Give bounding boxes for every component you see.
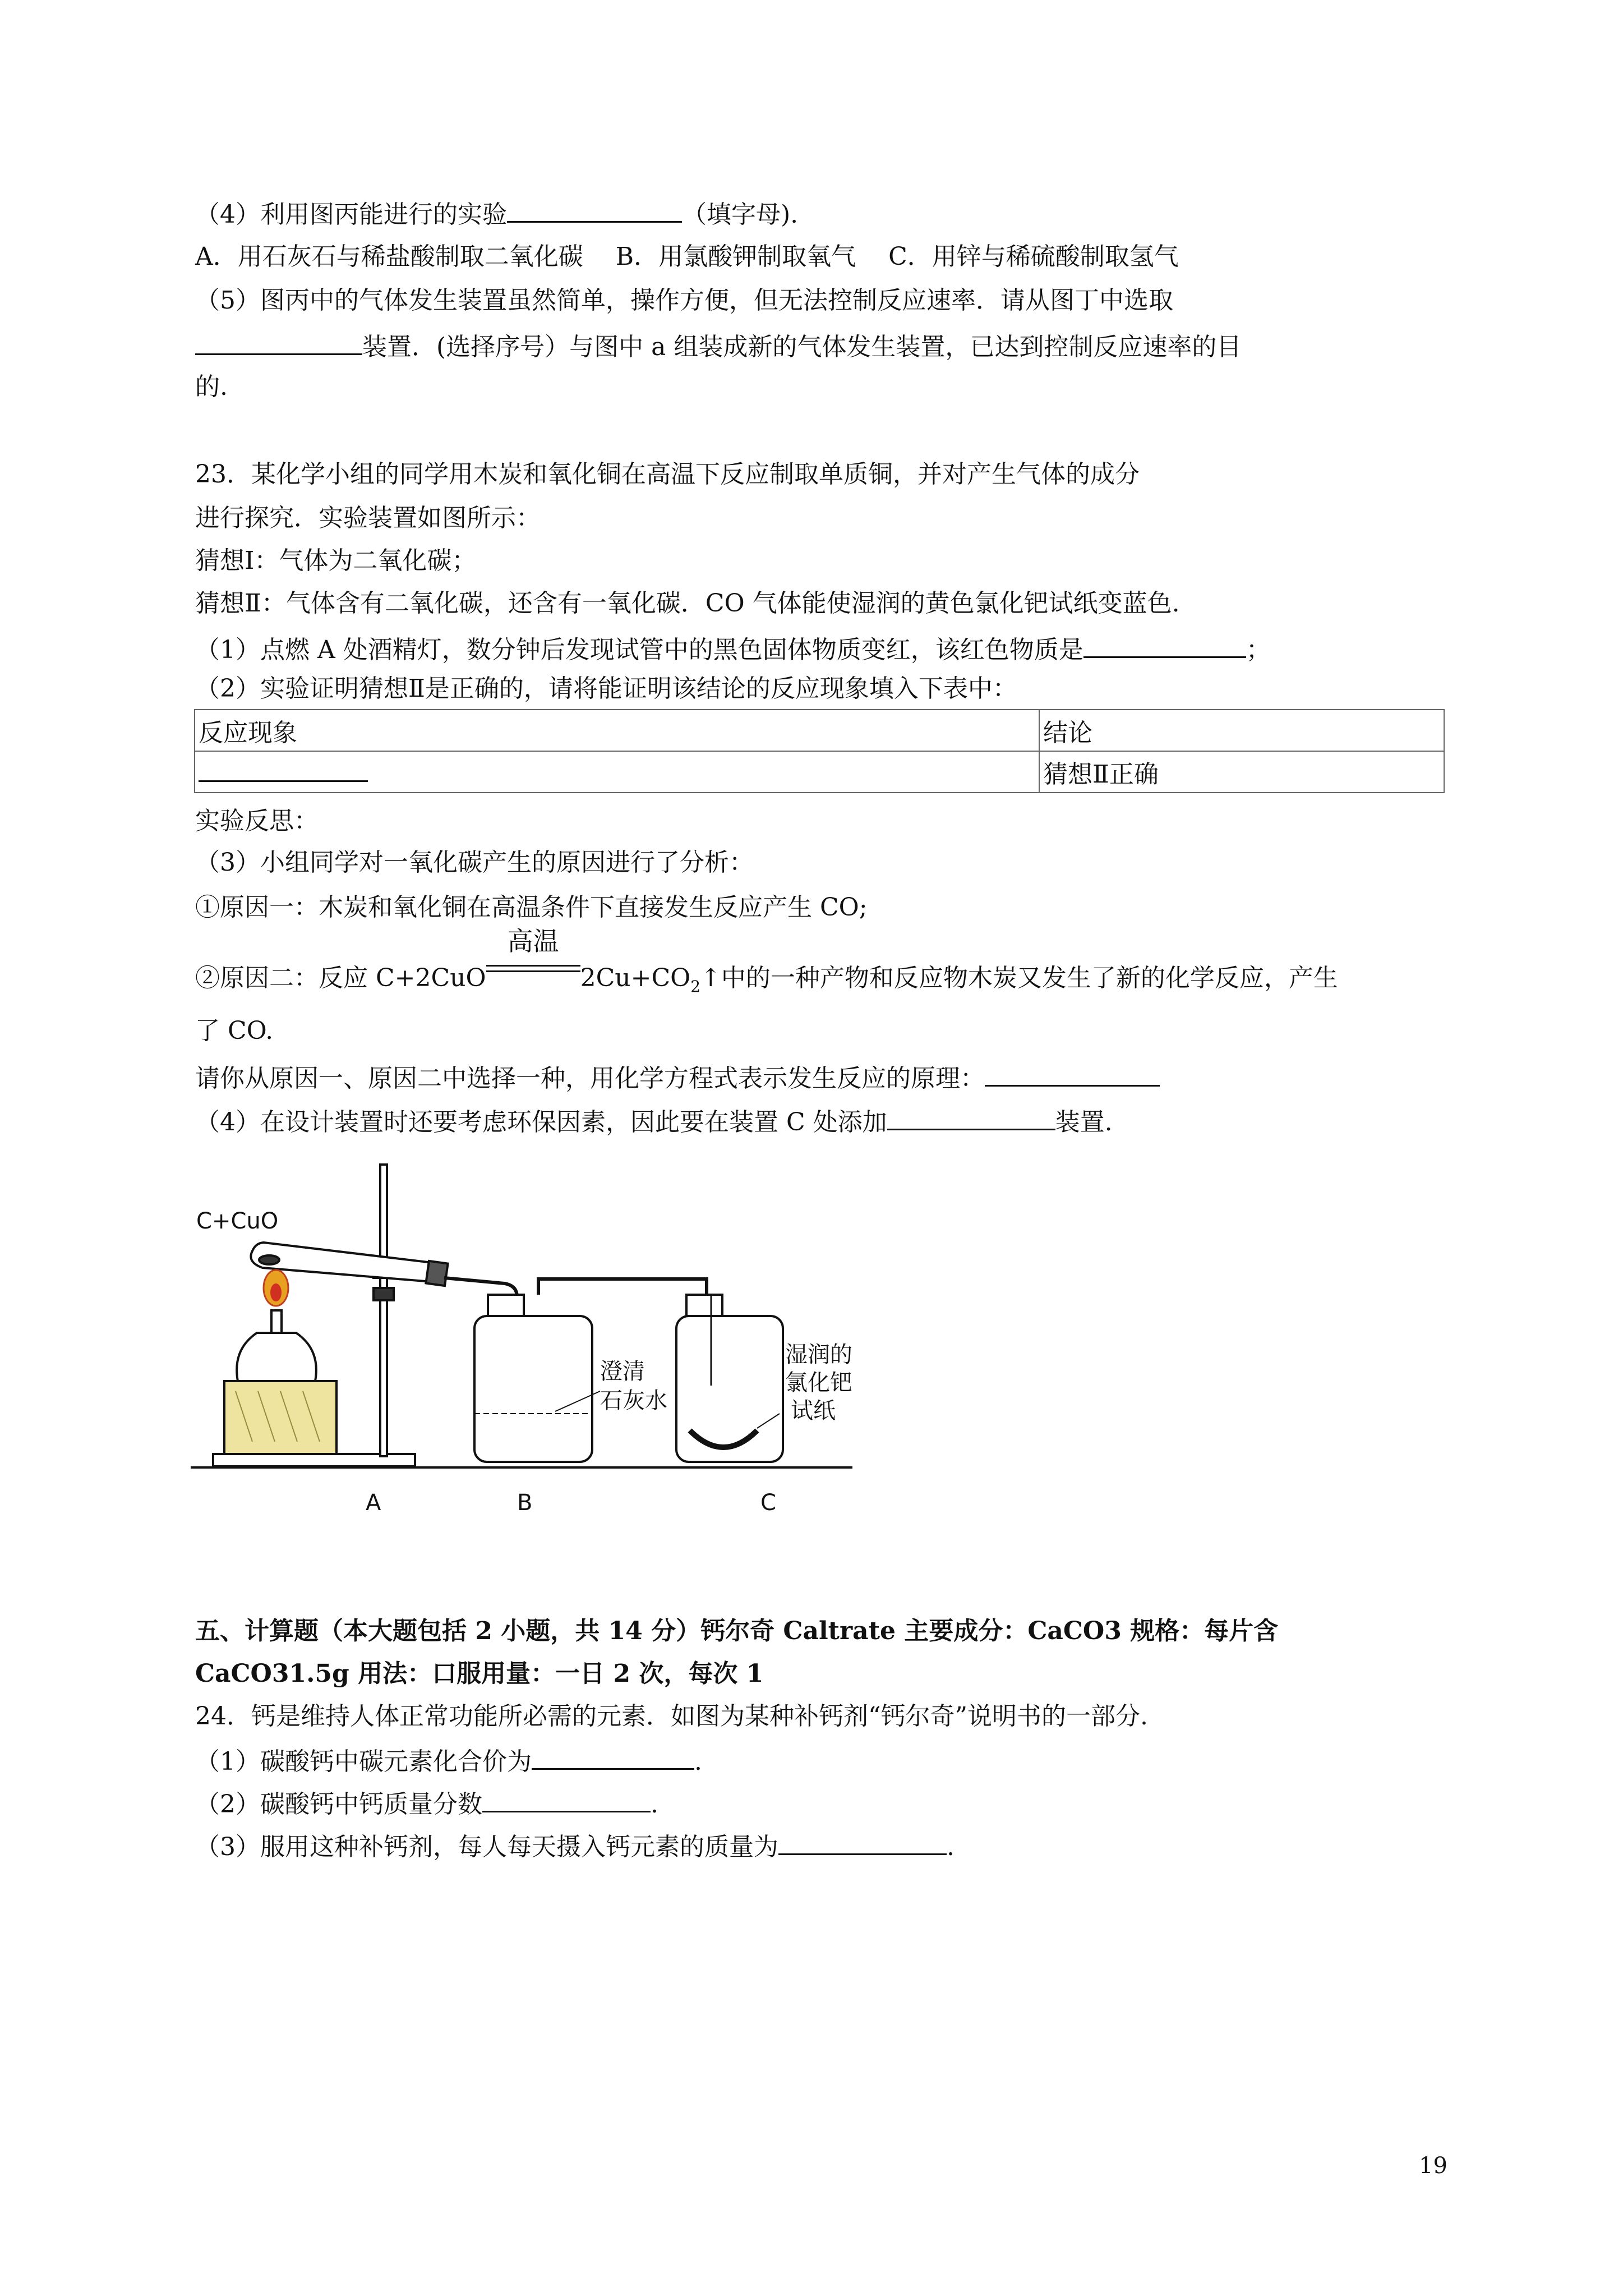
reaction-arrow: 高温 (486, 955, 580, 986)
paper-label-3: 试纸 (791, 1398, 836, 1424)
q23-intro-line1: 23．某化学小组的同学用木炭和氧化铜在高温下反应制取单质铜，并对产生气体的成分 (195, 460, 1140, 489)
apparatus-figure (191, 1150, 942, 1520)
answer-blank (887, 1104, 1055, 1130)
clamp-lower (374, 1288, 394, 1300)
label-a: A (366, 1490, 381, 1516)
label-c: C (760, 1490, 776, 1516)
label-b: B (517, 1490, 533, 1516)
table-cell-phenomenon (195, 751, 1039, 793)
q23-choose: 请你从原因一、原因二中选择一种，用化学方程式表示发生反应的原理： (195, 1060, 1160, 1094)
section5-title-line2: CaCO31.5g 用法：口服用量：一日 2 次，每次 1 (195, 1659, 764, 1688)
q23-guess2: 猜想Ⅱ：气体含有二氧化碳，还含有一氧化碳．CO 气体能使湿润的黄色氯化钯试纸变蓝色. (195, 589, 1180, 618)
table-cell-conclusion: 猜想Ⅱ正确 (1039, 751, 1444, 793)
q24-part1: （1）碳酸钙中碳元素化合价为 . (195, 1743, 702, 1778)
q24-part3: （3）服用这种补钙剂，每人每天摄入钙元素的质量为 . (195, 1829, 955, 1863)
limewater-label-2: 石灰水 (600, 1388, 667, 1414)
q23-reason2: ②原因二：反应 C+2CuO 高温 $2Cu+CO_2↑$中的一种产物和反应物木炭又发生了新的化学反应，产生 (195, 926, 1338, 996)
answer-blank (199, 756, 368, 782)
answer-blank (985, 1060, 1160, 1087)
q23-part4: （4）在设计装置时还要考虑环保因素，因此要在装置 C 处添加 装置. (195, 1104, 1113, 1138)
q24-part2: （2）碳酸钙中钙质量分数 . (195, 1786, 658, 1820)
q23-guess1: 猜想Ⅰ：气体为二氧化碳； (195, 546, 477, 575)
result-table (194, 709, 1445, 793)
answer-blank (482, 1786, 651, 1812)
table-header-phenomenon: 反应现象 (195, 710, 1039, 751)
q23-part3: （3）小组同学对一氧化碳产生的原因进行了分析： (195, 848, 754, 877)
flame-core (270, 1283, 282, 1301)
q23-reflection: 实验反思： (195, 807, 319, 835)
paper-label-2: 氯化钯 (785, 1370, 852, 1396)
lamp-wick-holder (271, 1310, 282, 1333)
bottle-c (676, 1316, 783, 1462)
page-number: 19 (1419, 2153, 1447, 2179)
limewater-label-1: 澄清 (600, 1359, 645, 1384)
answer-blank (507, 196, 682, 223)
q23-part1: （1）点燃 A 处酒精灯，数分钟后发现试管中的黑色固体物质变红，该红色物质是 ； (195, 632, 1271, 666)
alcohol-lamp (237, 1333, 316, 1381)
q22-part5-line3: 的. (195, 372, 228, 401)
q22-part5-line2: 装置．(选择序号）与图中 a 组装成新的气体发生装置，已达到控制反应速率的目 (195, 329, 1241, 363)
table-header-conclusion: 结论 (1039, 710, 1444, 751)
reagent-powder (259, 1255, 279, 1264)
answer-blank (778, 1829, 947, 1855)
reagent-label: C+CuO (196, 1208, 279, 1234)
q23-reason1: ①原因一：木炭和氧化铜在高温条件下直接发生反应产生 CO; (195, 893, 868, 922)
answer-blank (532, 1743, 694, 1770)
q22-part4: （4）利用图丙能进行的实验 （填字母). (195, 196, 798, 231)
q23-part2: （2）实验证明猜想Ⅱ是正确的，请将能证明该结论的反应现象填入下表中： (195, 674, 1017, 703)
bottle-b (474, 1316, 592, 1462)
q22-part5-line1: （5）图丙中的气体发生装置虽然简单，操作方便，但无法控制反应速率．请从图丁中选取 (195, 286, 1173, 315)
bottle-c-neck (686, 1295, 722, 1316)
stand-rod (380, 1165, 387, 1456)
stopper (426, 1261, 448, 1286)
section5-title-line1: 五、计算题（本大题包括 2 小题，共 14 分）钙尔奇 Caltrate 主要成分：CaCO3 规格：每片含 (195, 1617, 1279, 1645)
answer-blank (195, 329, 362, 355)
q24-intro: 24．钙是维持人体正常功能所必需的元素．如图为某种补钙剂“钙尔奇”说明书的一部分. (195, 1702, 1148, 1731)
answer-blank (1083, 632, 1246, 658)
bottle-b-neck (488, 1295, 524, 1316)
paper-label-1: 湿润的 (785, 1342, 852, 1368)
q22-options: A．用石灰石与稀盐酸制取二氧化碳 B．用氯酸钾制取氧气 C．用锌与稀硫酸制取氢气 (195, 242, 1179, 271)
q23-reason2-end: 了 CO. (195, 1016, 274, 1045)
q23-intro-line2: 进行探究．实验装置如图所示： (195, 504, 541, 532)
